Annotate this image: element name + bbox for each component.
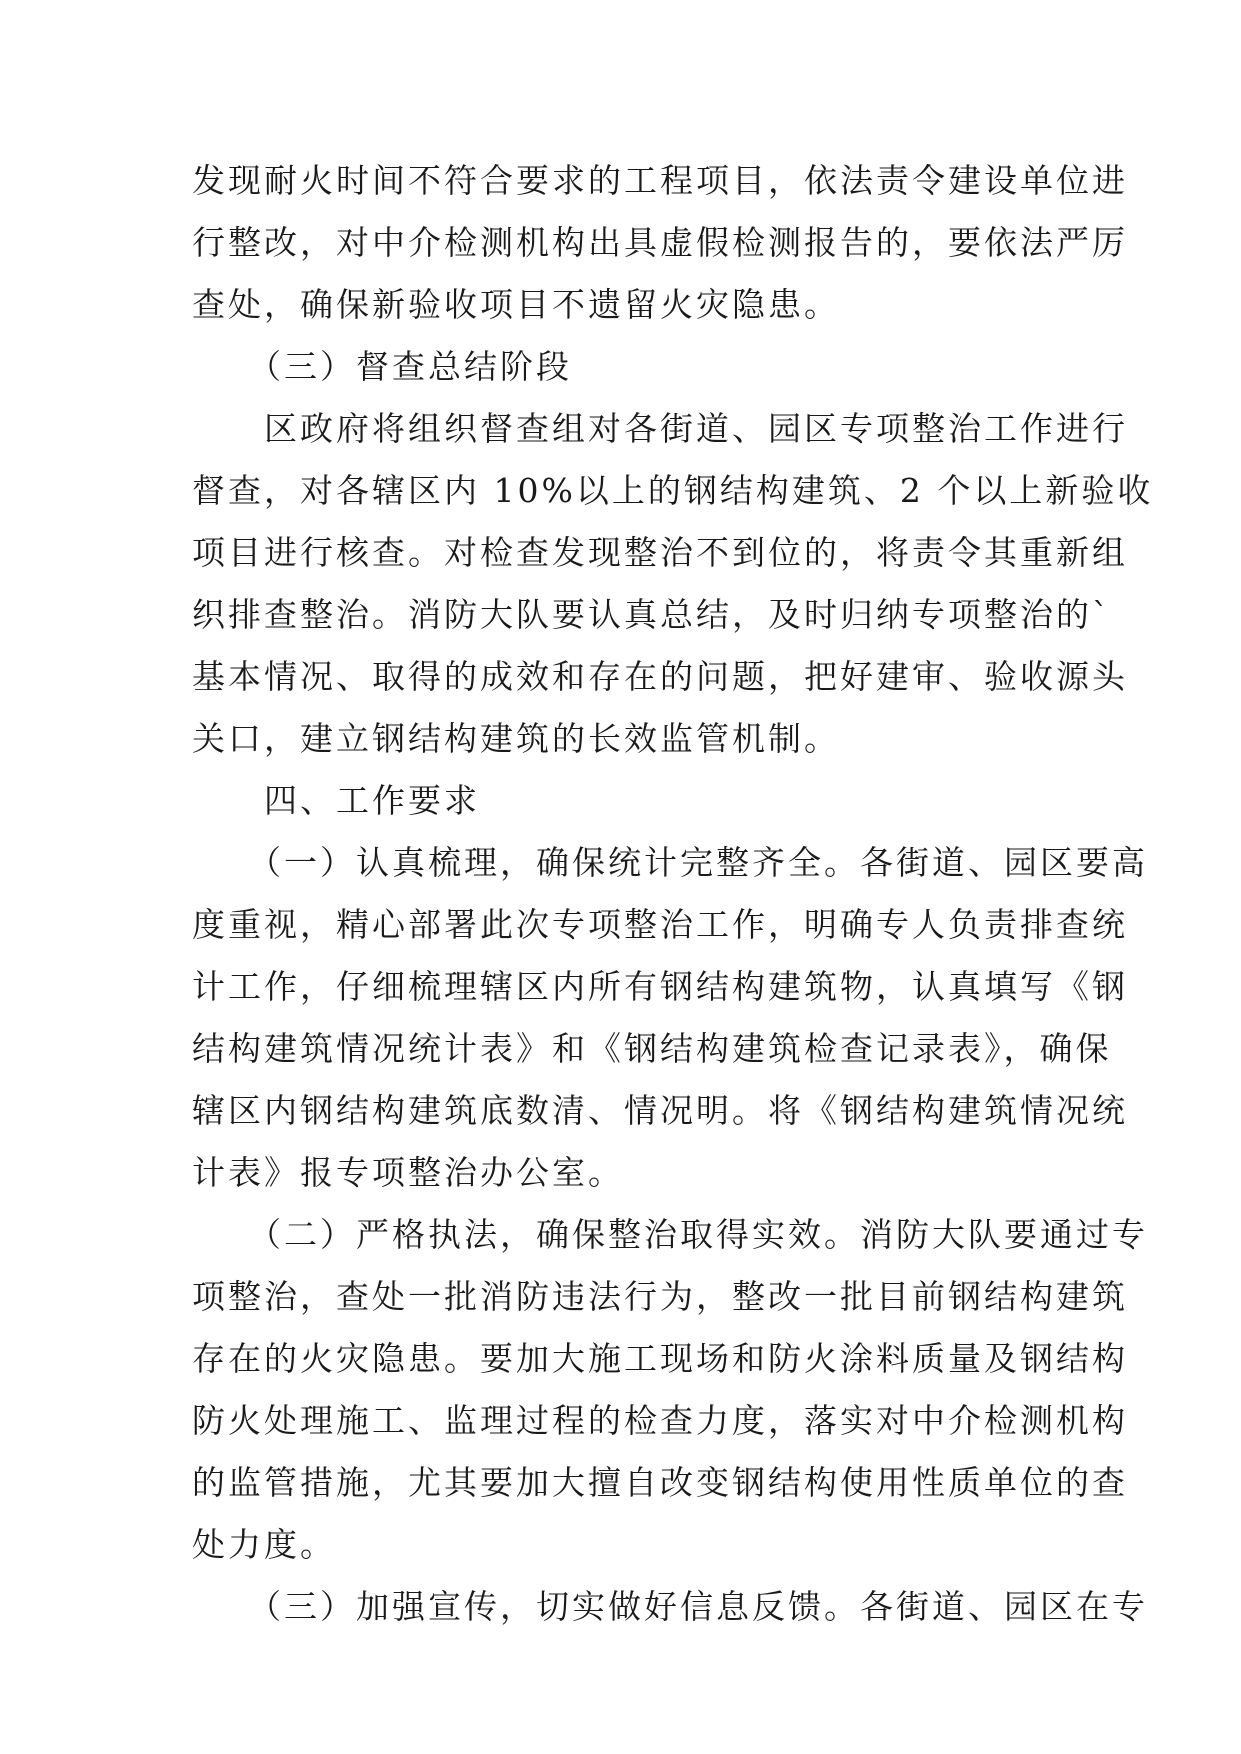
paragraph-requirement-1 — [192, 832, 1148, 1204]
text-line: 基本情况、取得的成效和存在的问题，把好建审、验收源头 — [192, 657, 1128, 696]
text-line: 辖区内钢结构建筑底数清、情况明。将《钢结构建筑情况统 — [192, 1091, 1128, 1130]
heading-text: 四、工作要求 — [264, 781, 480, 820]
paragraph-stage-3 — [192, 398, 1154, 770]
heading-section-4 — [192, 770, 1050, 832]
text-line: 处力度。 — [192, 1525, 336, 1564]
paragraph-requirement-3 — [192, 1576, 1148, 1638]
text-line: 存在的火灾隐患。要加大施工现场和防火涂料质量及钢结构 — [192, 1339, 1128, 1378]
text-line: 度重视，精心部署此次专项整治工作，明确专人负责排查统 — [192, 905, 1128, 944]
text-line: 织排查整治。消防大队要认真总结，及时归纳专项整治的` — [192, 595, 1112, 634]
paragraph-requirement-2 — [192, 1204, 1148, 1576]
heading-stage-3 — [192, 336, 1050, 398]
text-line: （三）加强宣传，切实做好信息反馈。各街道、园区在专 — [248, 1587, 1148, 1626]
paragraph-continuation — [192, 150, 1128, 336]
text-line: 查处，确保新验收项目不遗留火灾隐患。 — [192, 285, 840, 324]
text-line: 结构建筑情况统计表》和《钢结构建筑检查记录表》，确保 — [192, 1029, 1112, 1068]
text-line: 区政府将组织督查组对各街道、园区专项整治工作进行 — [264, 409, 1128, 448]
text-line: 项整治，查处一批消防违法行为，整改一批目前钢结构建筑 — [192, 1277, 1128, 1316]
text-line: 发现耐火时间不符合要求的工程项目，依法责令建设单位进 — [192, 161, 1128, 200]
text-line: 防火处理施工、监理过程的检查力度，落实对中介检测机构 — [192, 1401, 1128, 1440]
text-line: 督查，对各辖区内 10%以上的钢结构建筑、2 个以上新验收 — [192, 471, 1154, 510]
heading-text: （三）督查总结阶段 — [248, 347, 572, 386]
text-line: （二）严格执法，确保整治取得实效。消防大队要通过专 — [248, 1215, 1148, 1254]
text-line: 项目进行核查。对检查发现整治不到位的，将责令其重新组 — [192, 533, 1128, 572]
text-line: 行整改，对中介检测机构出具虚假检测报告的，要依法严厉 — [192, 223, 1128, 262]
text-line: 关口，建立钢结构建筑的长效监管机制。 — [192, 719, 840, 758]
text-line: 计工作，仔细梳理辖区内所有钢结构建筑物，认真填写《钢 — [192, 967, 1128, 1006]
document-body — [192, 150, 1154, 1638]
text-line: 计表》报专项整治办公室。 — [192, 1153, 624, 1192]
text-line: （一）认真梳理，确保统计完整齐全。各街道、园区要高 — [248, 843, 1148, 882]
text-line: 的监管措施，尤其要加大擅自改变钢结构使用性质单位的查 — [192, 1463, 1128, 1502]
